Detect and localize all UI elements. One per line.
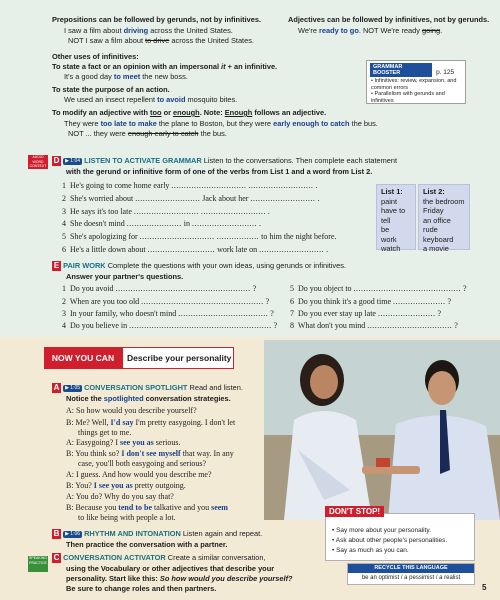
two-people-illustration bbox=[264, 340, 500, 520]
booster-item-2: • Parallelism with gerunds and infinitives bbox=[371, 91, 445, 104]
e-item-8: 8 What don't you mind .................................. ? bbox=[290, 321, 458, 330]
list-2: List 2: the bedroom Friday an office rude keyboard a movie bbox=[418, 184, 470, 250]
recycle-title: RECYCLE THIS LANGUAGE bbox=[348, 564, 474, 573]
d-item-5: 5 She's apologizing for .............................. ................. to him the night before. bbox=[62, 232, 337, 241]
e-item-4: 4 Do you believe in ......................................................... ? bbox=[62, 321, 278, 330]
grammar-booster-box[interactable] bbox=[366, 60, 466, 104]
modify-example-1: They were too late to make the plane to Boston, but they were early enough to catch the bus. bbox=[64, 119, 378, 128]
exercise-b-header: B ▶ 1:06 RHYTHM AND INTONATION Listen again and repeat. bbox=[53, 529, 263, 538]
purpose-rule: To state the purpose of an action. bbox=[52, 85, 170, 94]
exercise-a-header: A ▶ 1:05 CONVERSATION SPOTLIGHT Read and listen. bbox=[53, 383, 243, 392]
fact-rule: To state a fact or an opinion with an impersonal it + an infinitive. bbox=[52, 62, 278, 71]
exercise-e-instruction: Answer your partner's questions. bbox=[66, 272, 184, 281]
purpose-example: We used an insect repellent to avoid mosquito bites. bbox=[64, 95, 238, 104]
d-item-4: 4 She doesn't mind ...................... in .......................... . bbox=[62, 219, 262, 228]
conv-line-6: case, you'll both easygoing and serious? bbox=[78, 459, 207, 468]
grammar-booster-page: p. 125 bbox=[436, 69, 455, 76]
audio-context-icon: AUDIO WORD CONTEXT bbox=[29, 155, 47, 168]
exercise-d-header: D ▶ 1:04 LISTEN TO ACTIVATE GRAMMAR Listen to the conversations. Then complete each statement bbox=[53, 156, 398, 165]
adjectives-rule: Adjectives can be followed by infinitives, not by gerunds. bbox=[288, 15, 490, 24]
exercise-c-line-3: personality. Start like this: So how would you describe yourself? bbox=[66, 574, 293, 583]
prepositions-counterexample: NOT I saw a film about to drive across the United States. bbox=[68, 36, 254, 45]
recycle-language-box bbox=[347, 563, 475, 585]
e-item-6: 6 Do you think it's a good time ..................... ? bbox=[290, 297, 452, 306]
list-1: List 1: paint have to tell be work watch bbox=[376, 184, 416, 250]
conv-line-3: things get to me. bbox=[78, 428, 132, 437]
audio-track-icon[interactable]: ▶ 1:04 bbox=[65, 158, 81, 164]
exercise-c-line-4: Be sure to change roles and then partners. bbox=[66, 584, 217, 593]
exercise-b-instruction: Then practice the conversation with a partner. bbox=[66, 540, 228, 549]
d-item-3: 3 He says it's too late .......................... .......................... . bbox=[62, 207, 270, 216]
conv-line-7: A: I guess. And how would you describe me? bbox=[66, 470, 212, 479]
booster-item-1: • Infinitives: review, expansion, and common errors bbox=[371, 78, 457, 91]
audio-track-icon[interactable]: ▶ 1:05 bbox=[65, 385, 81, 391]
d-item-2: 2 She's worried about .......................... Jack about her .......................... . bbox=[62, 194, 320, 203]
d-item-6: 6 He's a little down about ........................... work late on .......................... . bbox=[62, 245, 329, 254]
prepositions-rule: Prepositions can be followed by gerunds, not by infinitives. bbox=[52, 15, 262, 24]
prepositions-example: I saw a film about driving across the United States. bbox=[64, 26, 233, 35]
modify-rule: To modify an adjective with too or enough. Note: Enough follows an adjective. bbox=[52, 108, 327, 117]
e-item-2: 2 When are you too old ................................................. ? bbox=[62, 297, 270, 306]
e-item-7: 7 Do you ever stay up late ....................... ? bbox=[290, 309, 442, 318]
recycle-text: be an optimist / a pessimist / a realist bbox=[361, 575, 461, 581]
exercise-c-line-2: using the Vocabulary or other adjectives that describe your bbox=[66, 564, 275, 573]
conv-line-2: B: Me? Well, I'd say I'm pretty easygoing. I don't let bbox=[66, 418, 236, 427]
dont-stop-box bbox=[325, 507, 475, 561]
conv-line-5: B: You think so? I don't see myself that way. In any bbox=[66, 449, 234, 458]
exercise-a-instruction: Notice the spotlighted conversation strategies. bbox=[66, 394, 231, 403]
modify-example-2: NOT ... they were enough early to catch the bus. bbox=[68, 129, 227, 138]
d-item-1: 1 He's going to come home early .............................. .......................... . bbox=[62, 181, 318, 190]
conv-line-8: B: You? I see you as pretty outgoing. bbox=[66, 481, 186, 490]
conv-line-1: A: So how would you describe yourself? bbox=[66, 406, 197, 415]
exercise-e-header: E PAIR WORK Complete the questions with your own ideas, using gerunds or infinitives. bbox=[53, 261, 346, 270]
conv-line-10: B: Because you tend to be talkative and you seem bbox=[66, 503, 228, 512]
conv-line-11: to like being with people a lot. bbox=[78, 513, 176, 522]
page-number: 5 bbox=[482, 583, 487, 592]
audio-track-icon[interactable]: ▶ 1:06 bbox=[65, 531, 81, 537]
dont-stop-item-3: • Say as much as you can. bbox=[332, 547, 409, 554]
e-item-1: 1 Do you avoid ...................................................... ? bbox=[62, 284, 257, 293]
fact-example: It's a good day to meet the new boss. bbox=[64, 72, 188, 81]
conversation-photo bbox=[264, 340, 500, 520]
conv-line-9: A: You do? Why do you say that? bbox=[66, 492, 174, 501]
dont-stop-item-1: • Say more about your personality. bbox=[332, 527, 431, 534]
dont-stop-item-2: • Ask about other people's personalities. bbox=[332, 537, 448, 544]
speaking-practice-icon: SPEAKING PRACTICE bbox=[28, 556, 48, 572]
e-item-5: 5 Do you object to ........................................... ? bbox=[290, 284, 467, 293]
exercise-d-instruction: with the gerund or infinitive form of one of the verbs from List 1 and a word from List 2. bbox=[66, 167, 373, 176]
other-uses-title: Other uses of infinitives: bbox=[52, 52, 139, 61]
adjectives-example: We're ready to go. NOT We're ready going. bbox=[298, 26, 443, 35]
conv-line-4: A: Easygoing? I see you as serious. bbox=[66, 438, 181, 447]
grammar-booster-label: GRAMMAR BOOSTER bbox=[370, 63, 432, 77]
exercise-c-header: C CONVERSATION ACTIVATOR Create a similar conversation, bbox=[53, 553, 266, 562]
lesson-goal-title: Describe your personality bbox=[122, 347, 234, 369]
now-you-can-label: NOW YOU CAN bbox=[44, 347, 122, 369]
e-item-3: 3 In your family, who doesn't mind .................................... ? bbox=[62, 309, 274, 318]
dont-stop-title: DON'T STOP! bbox=[325, 506, 384, 517]
